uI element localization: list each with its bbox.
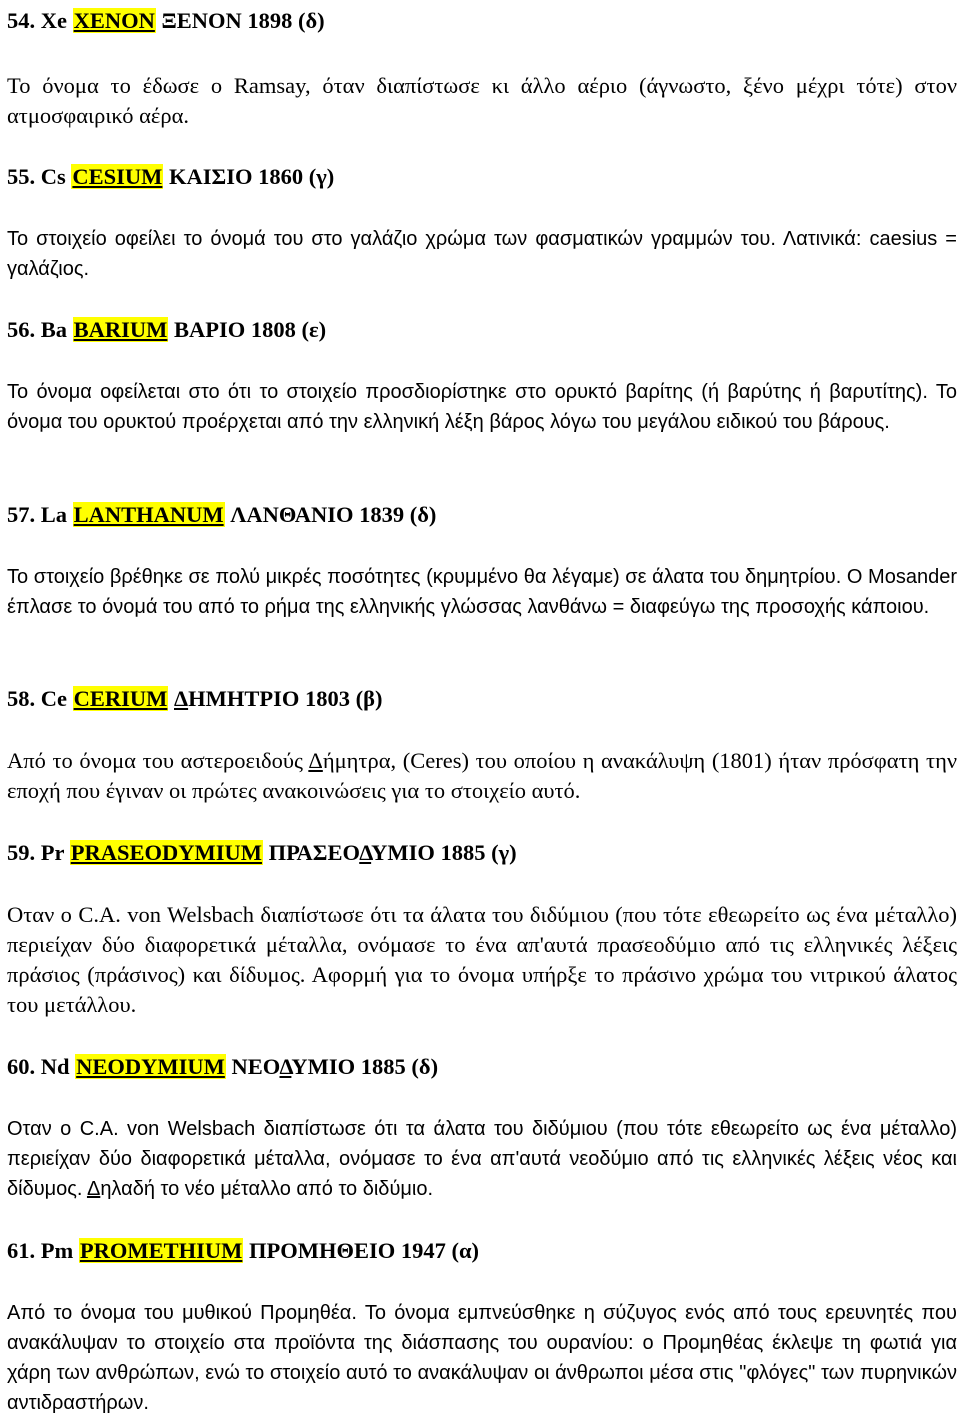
discovery-year: 1885 bbox=[360, 1054, 406, 1079]
element-symbol: Xe bbox=[40, 8, 67, 33]
discovery-year: 1898 bbox=[247, 8, 293, 33]
group-letter: (δ) bbox=[298, 8, 325, 33]
entry-heading-xenon bbox=[7, 6, 325, 36]
entry-text-lanthanum: Το στοιχείο βρέθηκε σε πολύ μικρές ποσότητες (κρυμμένο θα λέγαμε) σε άλατα του δημητρίου. Ο Mosander έπλασε το όνομά του από το ρήμα της ελληνικής γλώσσας λανθάνω = διαφεύγω της προσοχής κάποιου. bbox=[7, 566, 957, 618]
greek-name-part: ΝΕΟ bbox=[231, 1054, 280, 1079]
entry-text-promethium: Από το όνομα του μυθικού Προμηθέα. Το όνομα εμπνεύσθηκε η σύζυγος ενός από τους ερευνητές που ανακάλυψαν το στοιχείο στα προϊόντα της διάσπασης του ουρανίου: ο Προμηθέας έκλεψε τη φωτιά για χάρη των ανθρώπων, ενώ το στοιχείο αυτό το ανακάλυψαν οι άνθρωποι μέσα στις "φλόγες" των πυρηνικών αντιδραστήρων. bbox=[7, 1302, 957, 1414]
group-letter: (α) bbox=[451, 1238, 480, 1263]
greek-name-underlined-letter: Δ bbox=[279, 1054, 292, 1079]
greek-name-part: ΠΡΑΣΕΟ bbox=[268, 840, 360, 865]
element-symbol: Nd bbox=[40, 1054, 70, 1079]
entry-heading-promethium bbox=[7, 1236, 479, 1266]
element-english-name: CERIUM bbox=[73, 686, 168, 711]
entry-number: 60. bbox=[7, 1054, 36, 1079]
entry-number: 56. bbox=[7, 317, 36, 342]
text-part: Οταν ο C.A. von Welsbach διαπίστωσε ότι τα άλατα του διδύμιου (που τότε εθεωρείτο ως ένα μέταλλο) περιείχαν δύο διαφορετικά μέταλλα, ονόμασε το ένα απ'αυτά νεοδύμιο από τις ελληνικές λέξεις νέος και δίδυμος. bbox=[7, 1118, 957, 1200]
text-underlined-letter: Δ bbox=[86, 1178, 101, 1200]
entry-text-praseodymium: Οταν ο C.A. von Welsbach διαπίστωσε ότι τα άλατα του διδύμιου (που τότε εθεωρείτο ως ένα μέταλλο) περιείχαν δύο διαφορετικά μέταλλα, ονόμασε το ένα απ'αυτά πρασεοδύμιο από τις ελληνικές λέξεις πράσιος (πράσινος) και δίδυμος. Αφορμή για το όνομα υπήρξε το πράσινο χρώμα του νιτρικού άλατος του μετάλλου. bbox=[7, 902, 957, 1017]
entry-heading-barium bbox=[7, 315, 326, 345]
entry-number: 58. bbox=[7, 686, 36, 711]
element-symbol: Pr bbox=[40, 840, 65, 865]
element-symbol: Pm bbox=[40, 1238, 74, 1263]
element-greek-name bbox=[174, 686, 299, 711]
element-greek-name: ΛΑΝΘΑΝΙΟ bbox=[230, 502, 354, 527]
entry-number: 61. bbox=[7, 1238, 36, 1263]
group-letter: (γ) bbox=[491, 840, 517, 865]
discovery-year: 1860 bbox=[258, 164, 304, 189]
element-english-name: PRASEODYMIUM bbox=[70, 840, 262, 865]
element-symbol: La bbox=[40, 502, 68, 527]
element-english-name: CESIUM bbox=[72, 164, 163, 189]
element-greek-name: ΠΡΟΜΗΘΕΙΟ bbox=[249, 1238, 396, 1263]
entry-text-cesium: Το στοιχείο οφείλει το όνομά του στο γαλάζιο χρώμα των φασματικών γραμμών του. Λατινικά: caesius = γαλάζιος. bbox=[7, 228, 957, 280]
element-english-name: LANTHANUM bbox=[73, 502, 224, 527]
entry-heading-neodymium bbox=[7, 1052, 438, 1082]
greek-name-rest: ΗΜΗΤΡΙΟ bbox=[188, 686, 300, 711]
entry-text-neodymium bbox=[7, 1114, 957, 1204]
group-letter: (ε) bbox=[301, 317, 327, 342]
discovery-year: 1808 bbox=[250, 317, 296, 342]
text-part: ήμητρα, (Ceres) του οποίου η ανακάλυψη (1801) ήταν πρόσφατη την εποχή που έγιναν οι πρώτες ανακοινώσεις για το στοιχείο αυτό. bbox=[7, 748, 958, 803]
entry-number: 54. bbox=[7, 8, 36, 33]
entry-text-cerium bbox=[7, 746, 957, 806]
discovery-year: 1839 bbox=[359, 502, 405, 527]
entry-text-barium: Το όνομα οφείλεται στο ότι το στοιχείο προσδιορίστηκε στο ορυκτό βαρίτης (ή βαρύτης ή βαρυτίτης). Το όνομα του ορυκτού προέρχεται από την ελληνική λέξη βάρος λόγω του μεγάλου ειδικού του βάρους. bbox=[7, 381, 957, 433]
element-symbol: Ba bbox=[40, 317, 68, 342]
element-english-name: NEODYMIUM bbox=[76, 1054, 225, 1079]
element-english-name: BARIUM bbox=[73, 317, 168, 342]
discovery-year: 1885 bbox=[440, 840, 486, 865]
group-letter: (δ) bbox=[411, 1054, 439, 1079]
greek-name-underlined-letter: Δ bbox=[359, 840, 372, 865]
entry-heading-cesium bbox=[7, 162, 334, 192]
entry-heading-lanthanum bbox=[7, 500, 436, 530]
element-greek-name bbox=[269, 840, 435, 865]
group-letter: (γ) bbox=[308, 164, 335, 189]
entry-heading-cerium bbox=[7, 684, 382, 714]
element-symbol: Cs bbox=[40, 164, 66, 189]
element-greek-name: ΞΕΝΟΝ bbox=[161, 8, 242, 33]
element-english-name: XENON bbox=[73, 8, 155, 33]
entry-text-xenon: Το όνομα το έδωσε ο Ramsay, όταν διαπίστωσε κι άλλο αέριο (άγνωστο, ξένο μέχρι τότε) στον ατμοσφαιρικό αέρα. bbox=[7, 73, 957, 128]
discovery-year: 1803 bbox=[304, 686, 350, 711]
discovery-year: 1947 bbox=[400, 1238, 446, 1263]
group-letter: (δ) bbox=[409, 502, 437, 527]
element-symbol: Ce bbox=[40, 686, 67, 711]
text-part: ηλαδή το νέο μέταλλο από το διδύμιο. bbox=[100, 1178, 434, 1200]
element-greek-name: ΚΑΙΣΙΟ bbox=[169, 164, 253, 189]
entry-number: 55. bbox=[7, 164, 36, 189]
entry-number: 57. bbox=[7, 502, 36, 527]
text-underlined-letter: Δ bbox=[308, 748, 323, 773]
greek-name-part: ΥΜΙΟ bbox=[291, 1054, 356, 1079]
greek-name-underlined-letter: Δ bbox=[174, 686, 189, 711]
element-greek-name: ΒΑΡΙΟ bbox=[174, 317, 246, 342]
entry-heading-praseodymium bbox=[7, 838, 517, 868]
element-english-name: PROMETHIUM bbox=[79, 1238, 243, 1263]
element-greek-name bbox=[232, 1054, 356, 1079]
group-letter: (β) bbox=[355, 686, 383, 711]
greek-name-part: ΥΜΙΟ bbox=[371, 840, 435, 865]
text-part: Από το όνομα του αστεροειδούς bbox=[7, 748, 309, 773]
entry-number: 59. bbox=[7, 840, 36, 865]
